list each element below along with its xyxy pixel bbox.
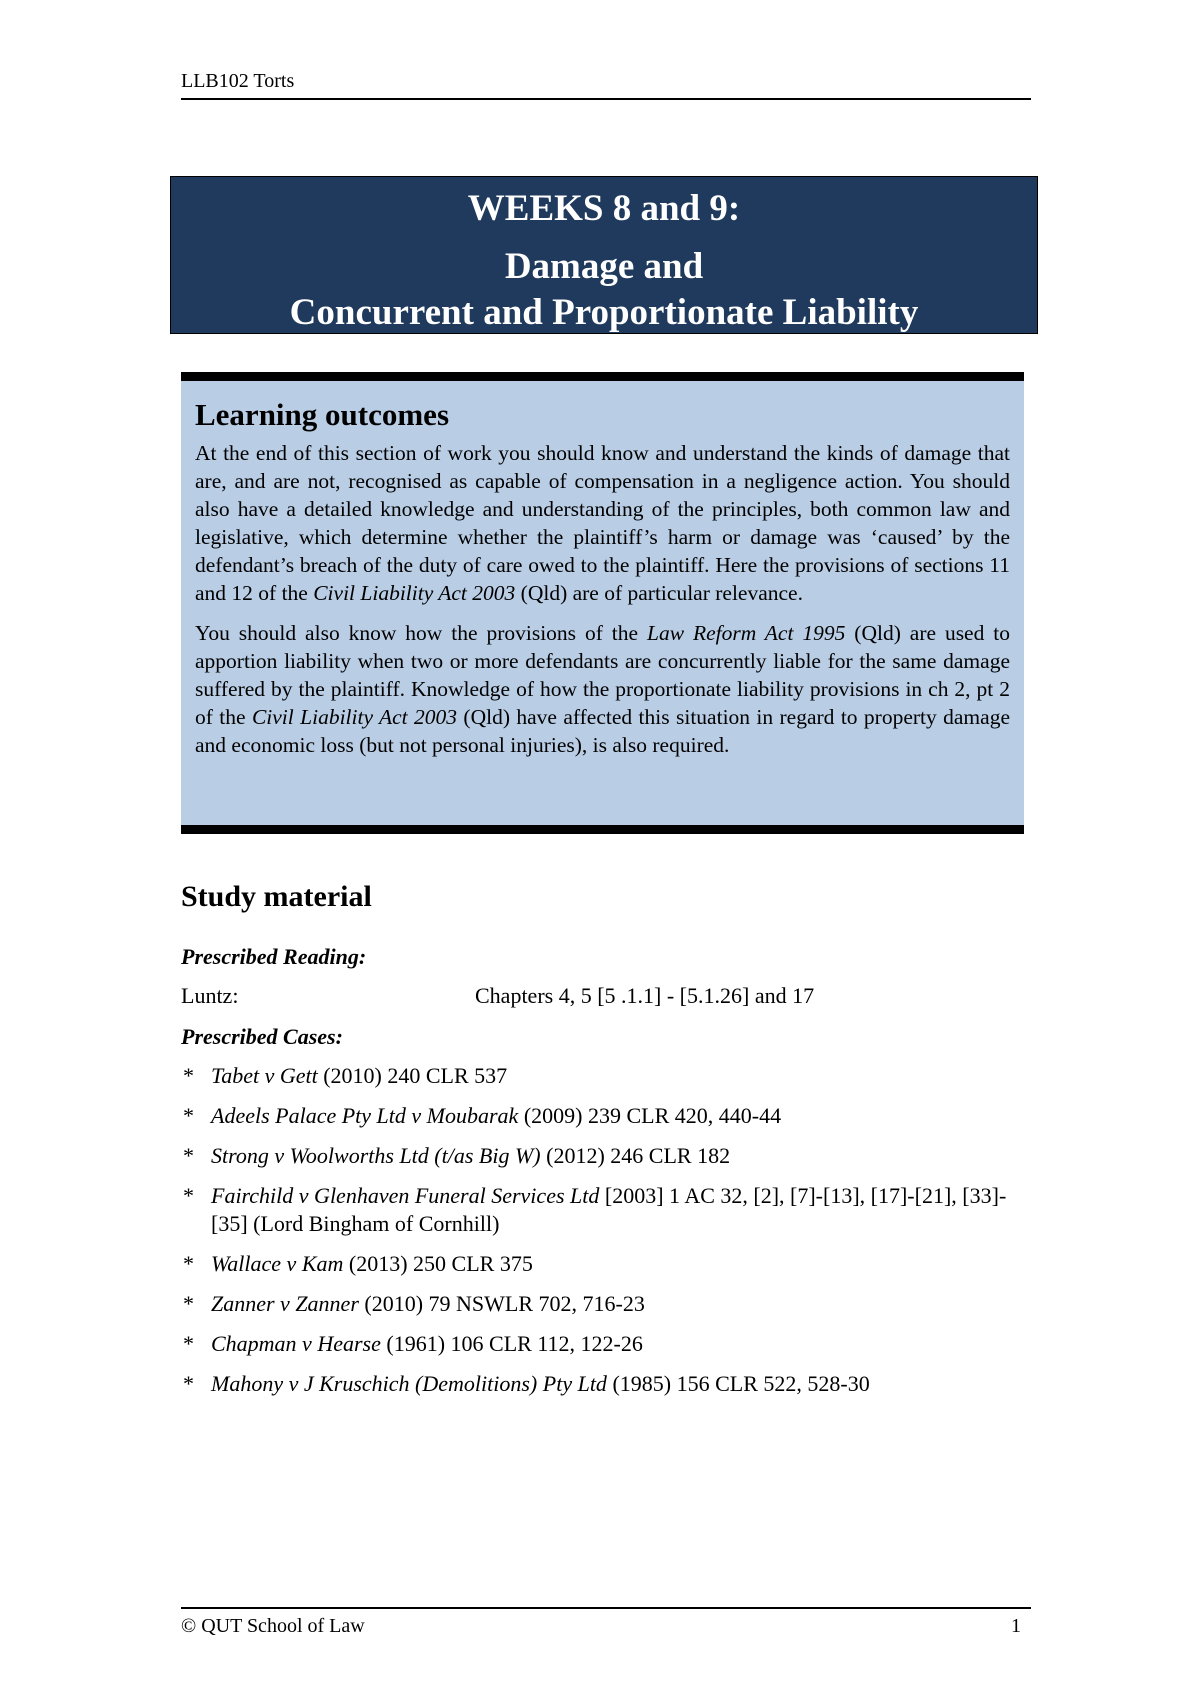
case-citation: (1985) 156 CLR 522, 528-30 (606, 1371, 870, 1396)
reading-row (181, 983, 1031, 1009)
case-name: Zanner v Zanner (211, 1291, 359, 1316)
outcomes-text: (Qld) are used to apportion liability when two or more defendants are concurrently liable for the same damage suffered by the plaintiff. Knowledge of how the proportionate liability provisions in ch 2, pt 2 of the (195, 621, 1010, 729)
case-name: Mahony v J Kruschich (Demolitions) Pty Ltd (211, 1371, 607, 1396)
case-name: Strong v Woolworths Ltd (t/as Big W) (211, 1143, 541, 1168)
reading-author: Luntz: (181, 983, 239, 1008)
case-citation: [2003] 1 AC 32, [2], [7]-[13], [17]-[21], [33]-[35] (Lord Bingham of Cornhill) (211, 1183, 1007, 1236)
case-name: Chapman v Hearse (211, 1331, 381, 1356)
list-item (181, 1330, 1031, 1358)
list-item (181, 1250, 1031, 1278)
act-title: Civil Liability Act 2003 (313, 581, 516, 605)
act-title: Civil Liability Act 2003 (251, 705, 458, 729)
learning-outcomes-box (181, 372, 1024, 834)
cases-list (181, 1062, 1031, 1410)
list-item (181, 1182, 1031, 1238)
outcomes-paragraph-2 (195, 619, 1010, 759)
prescribed-reading-label: Prescribed Reading: (181, 944, 367, 969)
outcomes-paragraph-1 (195, 439, 1010, 607)
list-item (181, 1142, 1031, 1170)
case-citation: (2013) 250 CLR 375 (343, 1251, 533, 1276)
study-material-heading: Study material (181, 880, 372, 913)
case-name: Tabet v Gett (211, 1063, 318, 1088)
outcomes-text: (Qld) are of particular relevance. (515, 581, 803, 605)
case-name: Fairchild v Glenhaven Funeral Services Ltd (211, 1183, 600, 1208)
bullet: * (183, 1183, 194, 1208)
topic-title-line1: Damage and (504, 246, 704, 288)
case-citation: (2010) 240 CLR 537 (317, 1063, 508, 1088)
page-footer (181, 1607, 1031, 1638)
page-header (181, 70, 1031, 100)
topic-title-line2: Concurrent and Proportionate Liability (289, 291, 919, 333)
bullet: * (183, 1251, 194, 1276)
reading-chapters: Chapters 4, 5 [5 .1.1] - [5.1.26] and 17 (475, 983, 815, 1008)
case-name: Adeels Palace Pty Ltd v Moubarak (211, 1103, 519, 1128)
list-item (181, 1102, 1031, 1130)
bullet: * (183, 1331, 194, 1356)
case-name: Wallace v Kam (211, 1251, 344, 1276)
case-citation: (2012) 246 CLR 182 (540, 1143, 731, 1168)
list-item (181, 1290, 1031, 1318)
bullet: * (183, 1291, 194, 1316)
page-number: 1 (1011, 1615, 1021, 1637)
title-banner (170, 176, 1038, 334)
case-citation: (2009) 239 CLR 420, 440-44 (518, 1103, 782, 1128)
case-citation: (1961) 106 CLR 112, 122-26 (380, 1331, 643, 1356)
copyright-text: © QUT School of Law (181, 1615, 365, 1637)
outcomes-text: You should also know how the provisions of the (195, 621, 647, 645)
weeks-title: WEEKS 8 and 9: (467, 188, 741, 229)
act-title: Law Reform Act 1995 (646, 621, 846, 645)
course-code: LLB102 Torts (181, 70, 295, 92)
case-citation: (2010) 79 NSWLR 702, 716-23 (358, 1291, 645, 1316)
bullet: * (183, 1063, 194, 1088)
learning-outcomes-heading: Learning outcomes (195, 397, 450, 432)
list-item (181, 1062, 1031, 1090)
list-item (181, 1370, 1031, 1398)
bullet: * (183, 1143, 194, 1168)
prescribed-cases-label: Prescribed Cases: (181, 1024, 343, 1049)
outcomes-text: At the end of this section of work you should know and understand the kinds of damage that are, and are not, recognised as capable of compensation in a negligence action. You should also have a detailed knowledge and understanding of the principles, both common law and legislative, which determine whether the plaintiff’s harm or damage was ‘caused’ by the defendant’s breach of the duty of care owed to the plaintiff. Here the provisions of sections 11 and 12 of the (195, 441, 1010, 605)
bullet: * (183, 1371, 194, 1396)
bullet: * (183, 1103, 194, 1128)
outcomes-text: (Qld) have affected this situation in regard to property damage and economic loss (but not personal injuries), is also required. (195, 705, 1010, 757)
